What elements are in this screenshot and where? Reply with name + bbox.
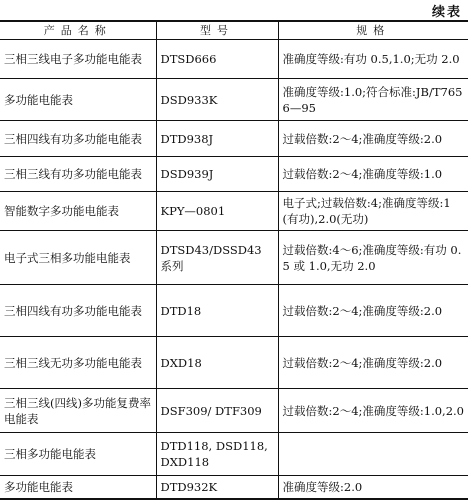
model-cell: KPY—0801 <box>156 192 278 231</box>
spec-cell: 过载倍数:2～4;准确度等级:2.0 <box>278 337 468 389</box>
product-spec-table <box>0 20 468 500</box>
product-name-cell: 多功能电能表 <box>0 79 156 121</box>
model-cell: DTSD666 <box>156 40 278 79</box>
spec-cell: 过载倍数:2～4;准确度等级:2.0 <box>278 121 468 157</box>
model-cell: DTD932K <box>156 476 278 499</box>
table-row <box>0 157 468 192</box>
table-header-row <box>0 21 468 40</box>
product-name-cell: 多功能电能表 <box>0 476 156 499</box>
table-row <box>0 337 468 389</box>
table-row <box>0 285 468 337</box>
table-row <box>0 40 468 79</box>
header-product-name: 产品名称 <box>0 21 156 40</box>
model-cell: DTD118, DSD118, DXD118 <box>156 433 278 476</box>
product-name-cell: 三相三线(四线)多功能复费率电能表 <box>0 389 156 433</box>
table-row <box>0 476 468 499</box>
model-cell: DTSD43/DSSD43 系列 <box>156 231 278 285</box>
continued-label: 续表 <box>431 5 462 20</box>
table-row <box>0 389 468 433</box>
table-row <box>0 433 468 476</box>
table-row <box>0 121 468 157</box>
product-name-cell: 智能数字多功能电能表 <box>0 192 156 231</box>
spec-cell: 过载倍数:2～4;准确度等级:1.0 <box>278 157 468 192</box>
table-row <box>0 192 468 231</box>
model-cell: DSD939J <box>156 157 278 192</box>
table-row <box>0 79 468 121</box>
spec-cell: 过载倍数:2～4;准确度等级:2.0 <box>278 285 468 337</box>
model-cell: DXD18 <box>156 337 278 389</box>
model-cell: DTD938J <box>156 121 278 157</box>
spec-cell: 电子式;过载倍数:4;准确度等级:1(有功),2.0(无功) <box>278 192 468 231</box>
product-name-cell: 三相多功能电能表 <box>0 433 156 476</box>
spec-cell: 过载倍数:4～6;准确度等级:有功 0.5 或 1.0,无功 2.0 <box>278 231 468 285</box>
product-name-cell: 三相三线无功多功能电能表 <box>0 337 156 389</box>
table-row <box>0 231 468 285</box>
product-name-cell: 三相三线有功多功能电能表 <box>0 157 156 192</box>
header-model: 型号 <box>156 21 278 40</box>
product-name-cell: 三相四线有功多功能电能表 <box>0 285 156 337</box>
spec-cell: 准确度等级:2.0 <box>278 476 468 499</box>
model-cell: DSD933K <box>156 79 278 121</box>
model-cell: DTD18 <box>156 285 278 337</box>
header-spec: 规格 <box>278 21 468 40</box>
product-name-cell: 电子式三相多功能电能表 <box>0 231 156 285</box>
product-name-cell: 三相三线电子多功能电能表 <box>0 40 156 79</box>
product-name-cell: 三相四线有功多功能电能表 <box>0 121 156 157</box>
model-cell: DSF309/ DTF309 <box>156 389 278 433</box>
spec-cell: 准确度等级:有功 0.5,1.0;无功 2.0 <box>278 40 468 79</box>
spec-cell: 过载倍数:2～4;准确度等级:1.0,2.0 <box>278 389 468 433</box>
spec-cell: 准确度等级:1.0;符合标准:JB/T7656—95 <box>278 79 468 121</box>
spec-cell <box>278 433 468 476</box>
